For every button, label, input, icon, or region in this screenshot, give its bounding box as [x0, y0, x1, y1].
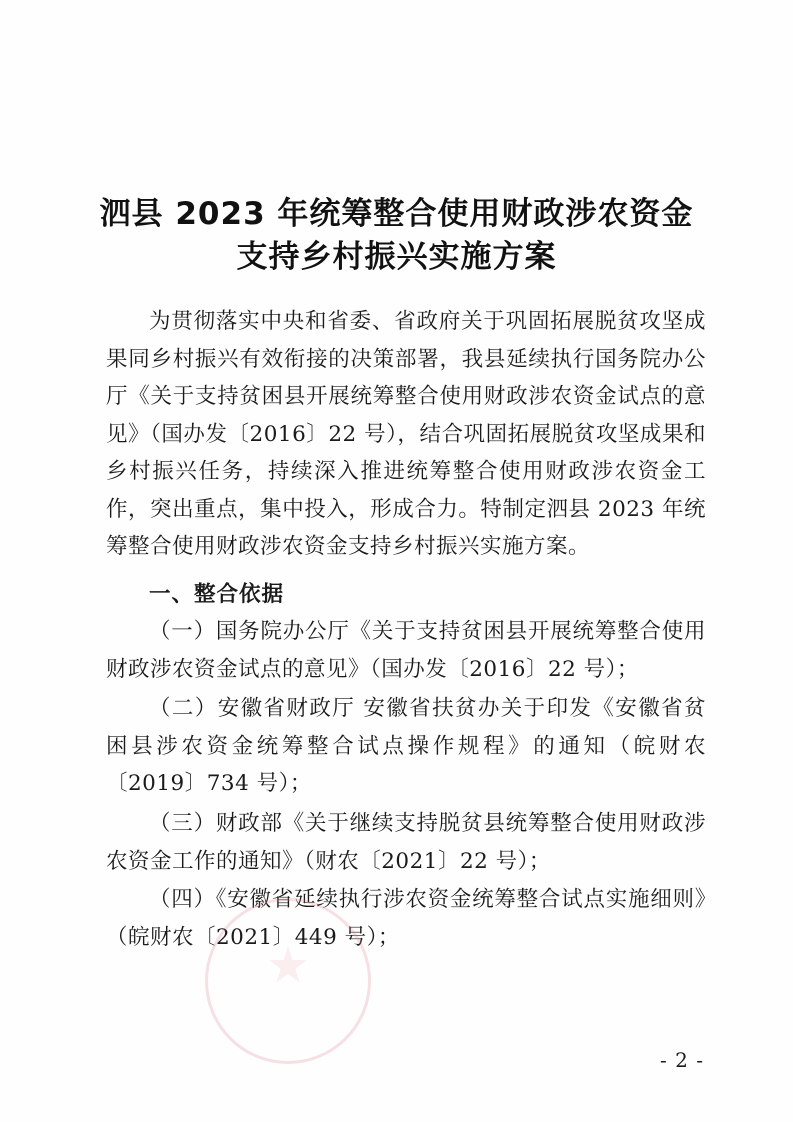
document-title-line-1: 泗县 2023 年统筹整合使用财政涉农资金	[99, 196, 694, 232]
section-heading-integration-basis: 一、整合依据	[149, 582, 285, 607]
basis-item-4: （四）《安徽省延续执行涉农资金统筹整合试点实施细则》（皖财农〔2021〕449 号）；	[106, 887, 706, 950]
basis-item-1: （一）国务院办公厅《关于支持贫困县开展统筹整合使用财政涉农资金试点的意见》（国办发〔2016〕22 号）；	[106, 619, 706, 682]
basis-item-2: （二）安徽省财政厅 安徽省扶贫办关于印发《安徽省贫困县涉农资金统筹整合试点操作规程》的通知（皖财农〔2019〕734 号）；	[106, 696, 706, 796]
basis-item-3: （三）财政部《关于继续支持脱贫县统筹整合使用财政涉农资金工作的通知》（财农〔2021〕22 号）；	[106, 811, 706, 874]
intro-paragraph: 为贯彻落实中央和省委、省政府关于巩固拓展脱贫攻坚成果同乡村振兴有效衔接的决策部署，我县延续执行国务院办公厅《关于支持贫困县开展统筹整合使用财政涉农资金试点的意见》（国办发〔2016〕22 号），结合巩固拓展脱贫攻坚成果和乡村振兴任务，持续深入推进统筹整合使用财政涉农资金工作，突出重点，集中投入，形成合力。特制定泗县 2023 年统筹整合使用财政涉农资金支持乡村振兴实施方案。	[106, 309, 706, 559]
page-number: - 2 -	[660, 1048, 704, 1072]
document-title-line-2: 支持乡村振兴实施方案	[236, 239, 557, 275]
